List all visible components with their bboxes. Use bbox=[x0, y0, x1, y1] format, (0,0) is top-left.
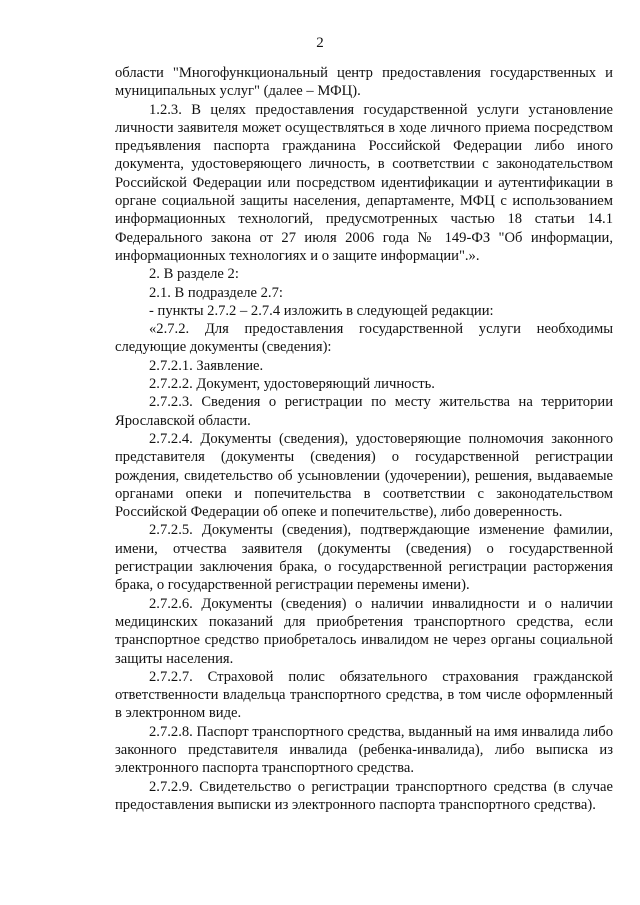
document-body bbox=[115, 64, 613, 814]
paragraph-2-7-2-8: 2.7.2.8. Паспорт транспортного средства, выданный на имя инвалида либо законного представителя инвалида (ребенка-инвалида), либо выписка из электронного паспорта транспортного средства. bbox=[115, 723, 613, 777]
paragraph-2-7-2-2: 2.7.2.2. Документ, удостоверяющий личность. bbox=[149, 376, 435, 393]
paragraph-2-7-2-4: 2.7.2.4. Документы (сведения), удостоверяющие полномочия законного представителя (документы (сведения) о государственной регистрации рождения, свидетельство об усыновлении (удочерении), решения, выдаваемые органами опеки и попечительства в соответствии с законодательством Российской Федерации об опеке и попечительстве), либо доверенность. bbox=[115, 430, 613, 521]
paragraph-2-7-2-9: 2.7.2.9. Свидетельство о регистрации транспортного средства (в случае предоставления выписки из электронного паспорта транспортного средства). bbox=[115, 778, 613, 813]
paragraph-2-7-2-6: 2.7.2.6. Документы (сведения) о наличии инвалидности и о наличии медицинских показаний для приобретения транспортного средства, если транспортное средство приобреталось инвалидом не через органы социальной защиты населения. bbox=[115, 595, 613, 667]
paragraph-2-7-2-7: 2.7.2.7. Страховой полис обязательного страхования гражданской ответственности владельца транспортного средства, в том числе оформленный в электронном виде. bbox=[115, 668, 613, 722]
paragraph-items-edit: - пункты 2.7.2 – 2.7.4 изложить в следующей редакции: bbox=[149, 302, 494, 319]
paragraph-subsection-2-7: 2.1. В подразделе 2.7: bbox=[149, 284, 283, 301]
paragraph-intro: области "Многофункциональный центр предоставления государственных и муниципальных услуг" (далее – МФЦ). bbox=[115, 65, 613, 100]
paragraph-1-2-3: 1.2.3. В целях предоставления государственной услуги установление личности заявителя может осуществляться в ходе личного приема посредством предъявления паспорта гражданина Российской Федерации либо иного документа, удостоверяющего личность, в соответствии с законодательством Российской Федерации или посредством идентификации и аутентификации в органе социальной защиты населения, департаменте, МФЦ с использованием информационных технологий, предусмотренных частью 18 статьи 14.1 Федерального закона от 27 июля 2006 года № 149-ФЗ "Об информации, информационных технологиях и о защите информации".». bbox=[115, 101, 613, 264]
paragraph-section-2: 2. В разделе 2: bbox=[149, 266, 239, 283]
page-number: 2 bbox=[316, 35, 324, 51]
paragraph-2-7-2-3: 2.7.2.3. Сведения о регистрации по месту жительства на территории Ярославской области. bbox=[115, 394, 613, 429]
paragraph-2-7-2-5: 2.7.2.5. Документы (сведения), подтверждающие изменение фамилии, имени, отчества заявителя (документы (сведения) о государственной регистрации заключения брака, о государственной регистрации расторжения брака, о государственной регистрации перемены имени). bbox=[115, 522, 613, 594]
paragraph-2-7-2: «2.7.2. Для предоставления государственной услуги необходимы следующие документы (сведения): bbox=[115, 321, 613, 356]
paragraph-2-7-2-1: 2.7.2.1. Заявление. bbox=[149, 357, 264, 374]
